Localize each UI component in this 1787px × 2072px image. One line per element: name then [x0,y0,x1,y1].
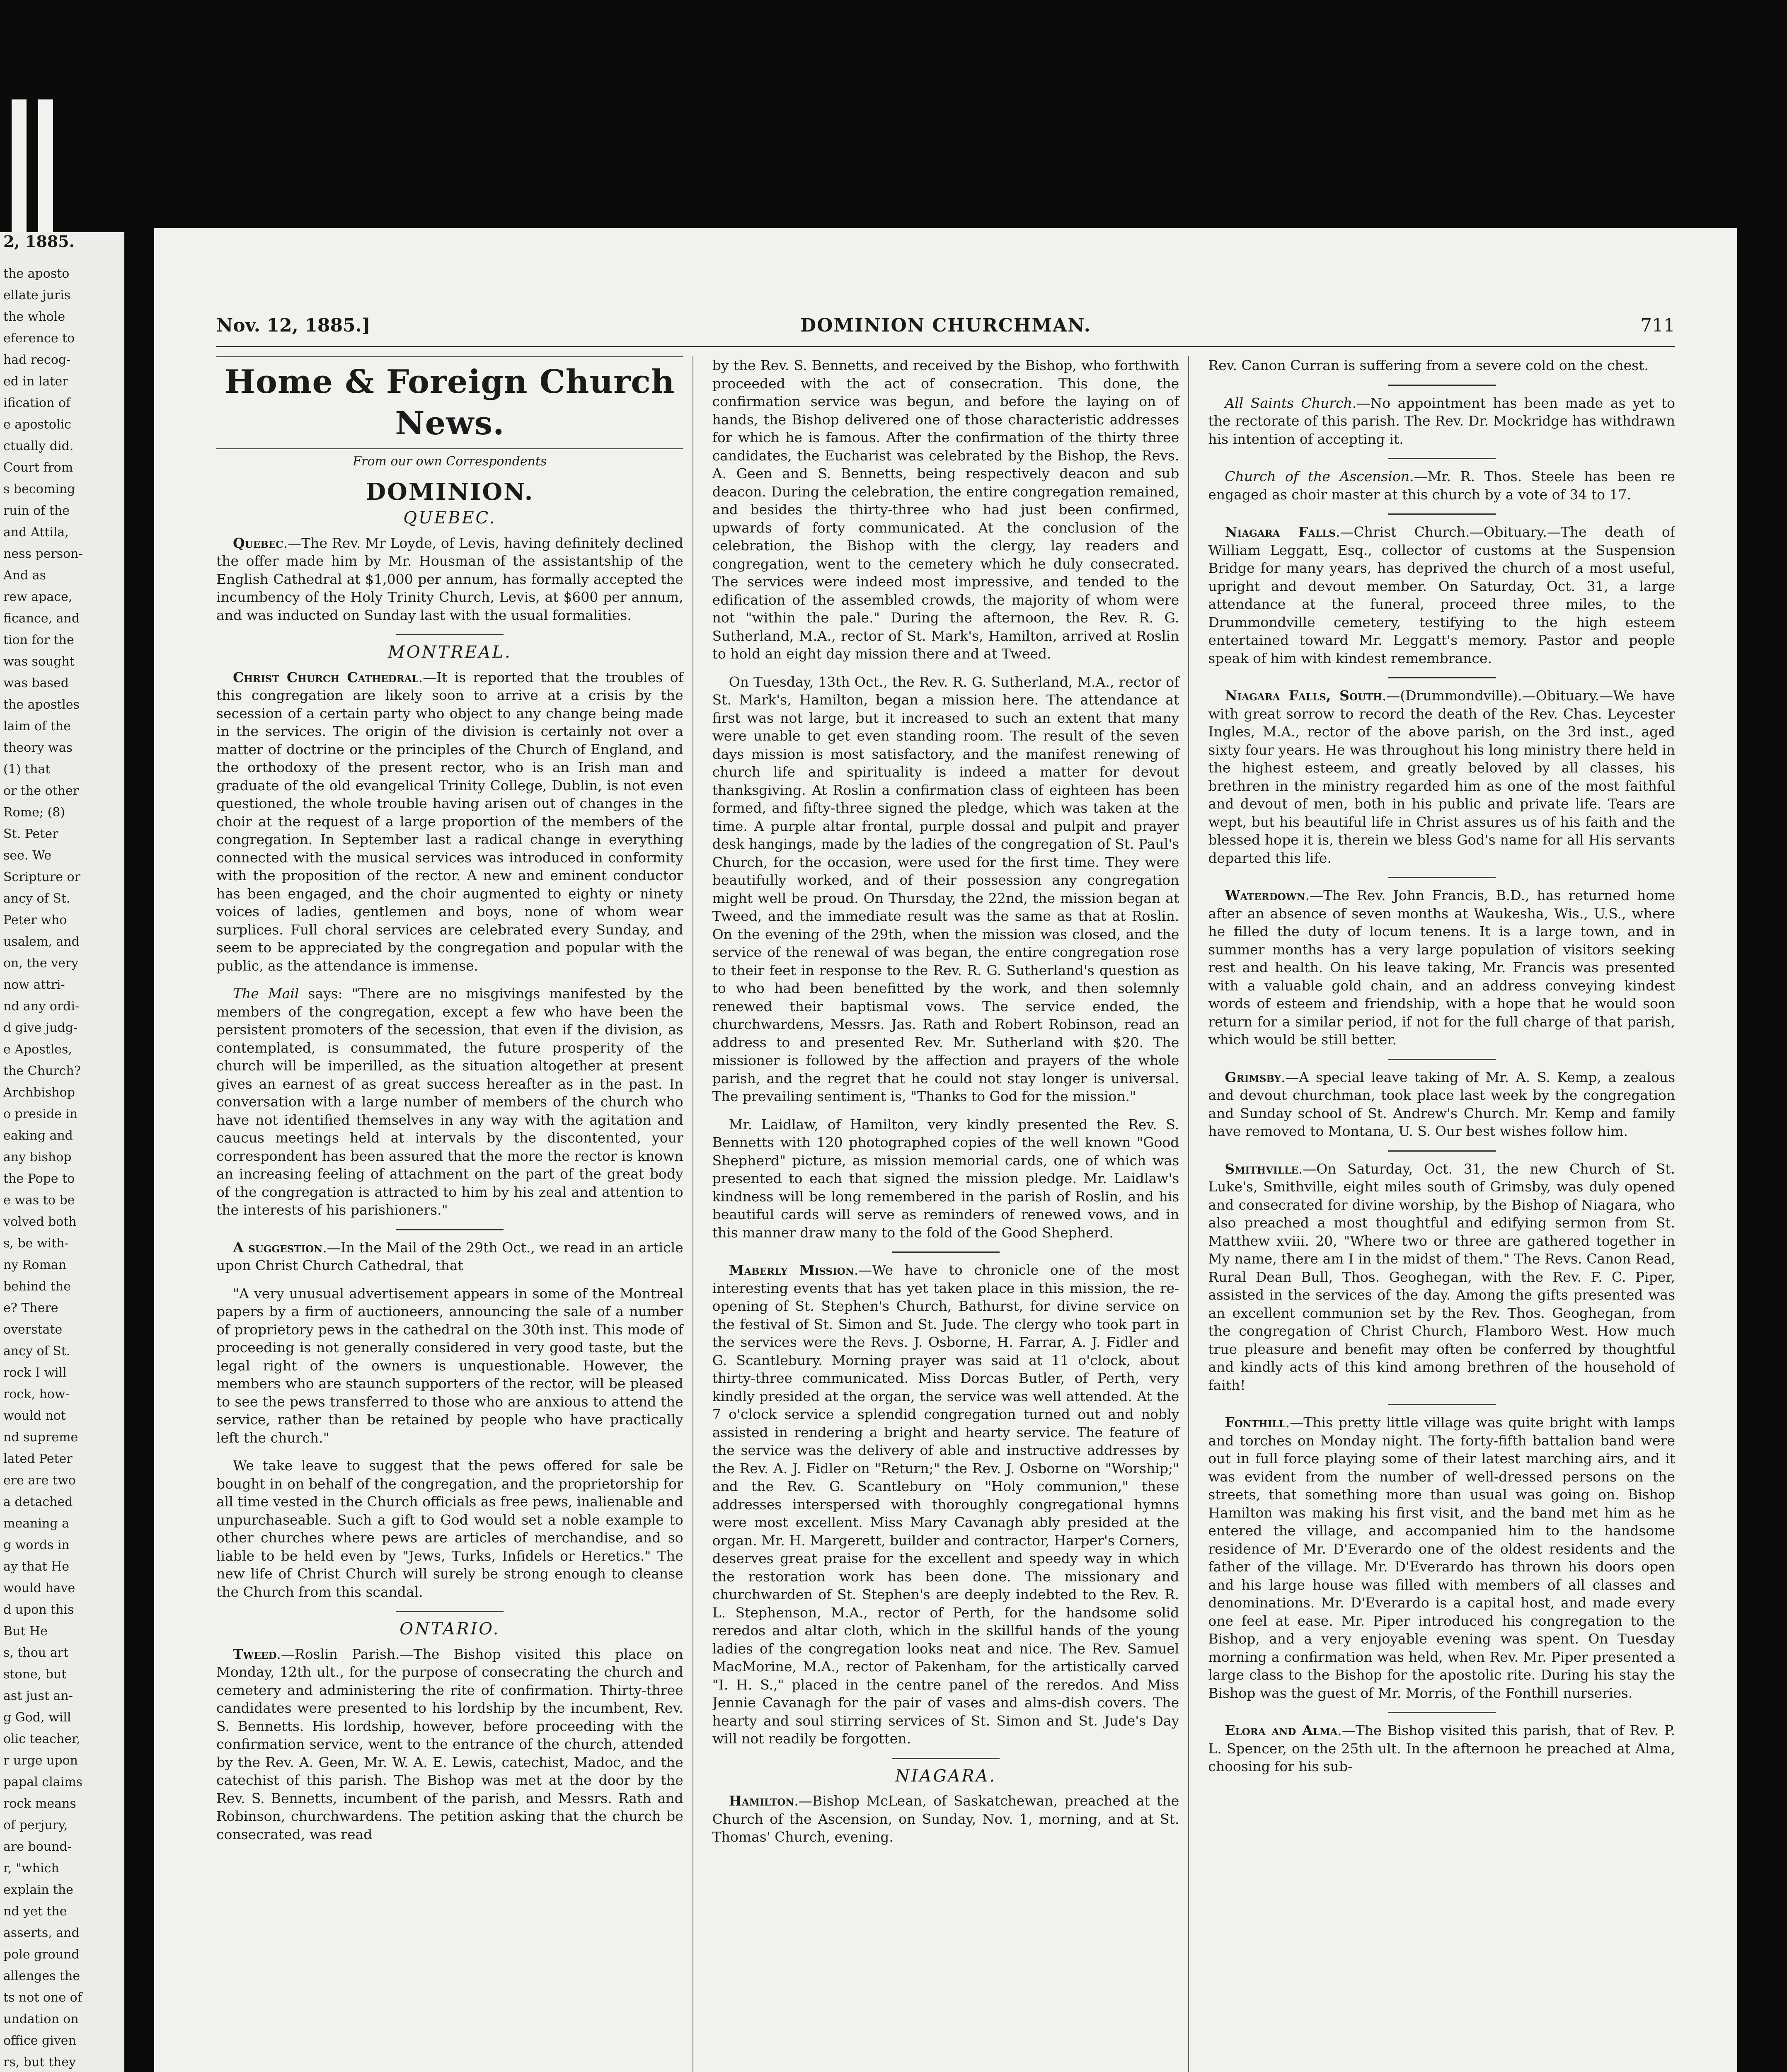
adjacent-page-line: But He [3,1624,48,1639]
text-ascension: .—Mr. R. Thos. Steele has been re engaged as choir master at this church by a vote of 34 to 17. [1208,468,1675,503]
adjacent-page-line: e apostolic [3,417,71,432]
adjacent-page-line: eference to [3,331,75,346]
adjacent-page-line: the Pope to [3,1172,75,1186]
divider [1388,385,1496,386]
adjacent-page-line: on, the very [3,956,79,971]
adjacent-page-line: e? There [3,1301,58,1315]
adjacent-page-line: laim of the [3,719,71,733]
text-niagara-falls-south: .—(Drummondville).—Obituary.—We have with great sorrow to record the death of the Rev. Chas. Leycester Ingles, M.A., rector of the above parish, on the 3rd inst., aged sixty four years. He was throughout his long ministry there held in the highest esteem, and greatly beloved by all classes, his brethren in the ministry regarded him as one of the most faithful and devout of men, both in his public and private life. Tears are wept, but his beautiful life in Christ assures us of his faith and the blessed hope it is, therein we bless God's name for all His servants departed this life. [1208,687,1676,866]
adjacent-page-line: the apostles [3,697,80,712]
adjacent-page-line: meaning a [3,1516,69,1531]
heading-ontario: ONTARIO. [400,1619,500,1639]
lead-christ-church: Christ Church Cathedral [233,669,419,685]
adjacent-page-line: ness person- [3,547,83,561]
adjacent-page-line: nd any ordi- [3,999,80,1014]
lead-suggestion: A suggestion [233,1239,323,1256]
adjacent-page-line: g words in [3,1538,70,1552]
adjacent-page-line: Rome; (8) [3,805,65,820]
article-elora-alma [1208,1721,1675,1776]
adjacent-page-line: (1) that [3,762,51,777]
adjacent-page-date: 2, 1885. [3,232,75,251]
issue-date: Nov. 12, 1885.] [216,315,370,336]
adjacent-page-line: papal claims [3,1775,83,1789]
adjacent-page-line: and Attila, [3,525,69,540]
adjacent-page-line: Scripture or [3,870,80,884]
text-quebec: .—The Rev. Mr Loyde, of Levis, having definitely declined the offer made him by Mr. Housman of the assistantship of the English Cathedral at $1,000 per annum, has formally accepted the incumbency of the Holy Trinity Church, Levis, at $600 per annum, and was inducted on Sunday last with the usual formalities. [216,535,683,623]
lead-tweed: Tweed [233,1646,277,1662]
lead-waterdown: Waterdown [1225,887,1305,903]
text-niagara-falls: .—Christ Church.—Obituary.—The death of William Leggatt, Esq., collector of customs at the Suspension Bridge for many years, has deprived the church of a most useful, upright and devout member. On Saturday, Oct. 31, a large attendance at the funeral, proceed three miles, to the Drummondville cemetery, testifying to the high esteem entertained toward Mr. Leggatt's memory. Pastor and people speak of him with kindest remembrance. [1208,524,1676,666]
text-fonthill: .—This pretty little village was quite bright with lamps and torches on Monday night. The forty-fifth battalion band were out in full force playing some of their latest marching airs, and it was evident from the number of well-dressed persons on the streets, that something more than usual was going on. Bishop Hamilton was making his first visit, and the band met him as he entered the village, and accompanied him to the handsome residence of Mr. D'Everardo one of the oldest residents and the father of the village. Mr. D'Everardo has thrown his doors open and his large house was filled with members of all classes and denominations. Mr. D'Everardo is a capital host, and made every one feel at ease. Mr. Piper introduced his congregation to the Bishop, and a very enjoyable evening was spent. On Tuesday morning a confirmation was held, when Rev. Mr. Piper presented a large class to the Bishop for the apostolic rite. During his stay the Bishop was the guest of Mr. Morris, of the Fonthill nurseries. [1208,1414,1676,1701]
adjacent-page-line: or the other [3,784,79,798]
adjacent-page-line: ancy of St. [3,1344,70,1358]
adjacent-page-line: the aposto [3,266,70,281]
adjacent-page-line: s becoming [3,482,75,496]
adjacent-page-line: g God, will [3,1710,71,1725]
adjacent-page-line: asserts, and [3,1926,80,1940]
adjacent-page-line: stone, but [3,1667,67,1682]
article-grimsby [1208,1068,1675,1140]
adjacent-page-line: was sought [3,654,75,669]
adjacent-page-line: pole ground [3,1947,80,1962]
article-suggestion [216,1239,683,1275]
heading-niagara: NIAGARA. [895,1766,997,1786]
lead-maberly: Maberly Mission [729,1262,854,1278]
adjacent-page-line: And as [3,568,46,583]
text-smithville: .—On Saturday, Oct. 31, the new Church of St. Luke's, Smithville, eight miles south of Grimsby, was duly opened and consecrated for divine worship, by the Bishop of Niagara, who also preached a most thoughtful and edifying sermon from St. Matthew xviii. 20, "Where two or three are gathered together in My name, there am I in the midst of them." The Revs. Canon Read, Rural Dean Bull, Thos. Geoghegan, with the Rev. F. C. Piper, assisted in the services of the day. Among the gifts presented was an excellent communion set by the Rev. Thos. Geoghegan, from the congregation of Christ Church, Flamboro West. How much true pleasure and benefit may often be conferred by thoughtful and kindly acts of this kind among brethren of the household of faith! [1208,1160,1676,1393]
lead-quebec: Quebec [233,535,283,551]
lead-grimsby: Grimsby [1225,1069,1281,1085]
adjacent-page-line: o preside in [3,1107,78,1121]
column-2 [712,356,1189,2072]
text-grimsby: .—A special leave taking of Mr. A. S. Kemp, a zealous and devout churchman, took place last week by the congregation and Sunday school of St. Andrew's Church. Mr. Kemp and family have removed to Montana, U. S. Our best wishes follow him. [1208,1069,1676,1139]
adjacent-page-line: overstate [3,1322,63,1337]
divider [396,1229,504,1230]
adjacent-page-line: would not [3,1409,66,1423]
adjacent-page-line: ere are two [3,1473,76,1488]
adjacent-page-line: usalem, and [3,934,80,949]
adjacent-page-line: r urge upon [3,1753,78,1768]
adjacent-page-line: e was to be [3,1193,75,1208]
header-rule [216,346,1675,347]
lead-mail: The Mail [233,985,299,1002]
adjacent-page-line: rock, how- [3,1387,70,1402]
tweed-mission: On Tuesday, 13th Oct., the Rev. R. G. Sutherland, M.A., rector of St. Mark's, Hamilton, began a mission here. The attendance at first was not large, but it increased to such an extent that many were unable to get even standing room. The result of the seven days mission is most satisfactory, and the manifest renewing of church life and spirituality is indeed a matter for devout thanksgiving. At Roslin a confirmation class of eighteen has been formed, and fifty-three signed the pledge, which was taken at the time. A purple altar frontal, purple dossal and pulpit and prayer desk hangings, made by the ladies of the congregation of St. Paul's Church, for the occasion, were used for the first time. They were beautifully worked, and of their possession any congregation might well be proud. On Thursday, the 22nd, the mission began at Tweed, and the immediate result was the same as that at Roslin. On the evening of the 29th, when the mission was closed, and the service of the renewal of was began, the entire congregation rose to their feet in response to the Rev. R. G. Sutherland's question as to who had been benefitted by the work, and then solemnly renewed their baptismal vows. The service ended, the churchwardens, Messrs. Jas. Rath and Robert Robinson, read an address to and presented Rev. Mr. Sutherland with $20. The missioner is followed by the affection and prayers of the whole parish, and the regret that he could not stay longer is universal. The prevailing sentiment is, "Thanks to God for the mission." [712,673,1179,1104]
adjacent-page-line: tion for the [3,633,74,647]
adjacent-page-fragment [0,232,124,2072]
newspaper-page [154,228,1737,2072]
adjacent-page-line: Peter who [3,913,67,927]
adjacent-page-line: would have [3,1581,75,1595]
adjacent-page-line: the Church? [3,1064,81,1078]
hamilton-continued: Rev. Canon Curran is suffering from a severe cold on the chest. [1208,357,1649,373]
article-hamilton [712,1792,1179,1846]
lead-ascension: Church of the Ascension [1225,468,1410,484]
divider [1388,458,1496,459]
article-all-saints [1208,394,1675,448]
adjacent-page-line: rs, but they [3,2055,76,2070]
lead-niagara-falls-south: Niagara Falls, South [1225,687,1382,704]
masthead-subtitle: From our own Correspondents [353,454,547,469]
text-suggestion: .—In the Mail of the 29th Oct., we read in an article upon Christ Church Cathedral, that [216,1239,683,1273]
masthead-title: Home & Foreign Church News. [216,356,683,449]
text-christ-church: .—It is reported that the troubles of this congregation are likely soon to arrive at a crisis by the secession of a certain party who object to any change being made in the services. The origin of the division is certainly not over a matter of doctrine or the principles of the Church of England, and the orthodoxy of the present rector, who is an Irish man and graduate of the old evangelical Trinity College, Dublin, is not even questioned, the whole trouble having arisen out of changes in the choir at the request of a large proportion of the members of the congregation. In September last a radical change in everything connected with the musical services was introduced in conformity with the proposition of the rector. A new and eminent conductor has been engaged, and the choir augmented to eighty or ninety voices of ladies, gentlemen and boys, none of whom wear surplices. Full choral services are celebrated every Sunday, and seem to be appreciated by the congregation and popular with the public, as the attendance is immense. [216,669,683,974]
adjacent-page-line: ed in later [3,374,68,389]
adjacent-page-line: see. We [3,848,52,863]
adjacent-page-line: allenges the [3,1969,80,1983]
adjacent-page-line: are bound- [3,1840,72,1854]
adjacent-page-line: theory was [3,741,73,755]
divider [892,1251,1000,1253]
divider [396,1611,504,1612]
adjacent-page-line: s, thou art [3,1646,69,1660]
divider [892,1758,1000,1759]
adjacent-page-line: had recog- [3,353,71,367]
divider [1388,1404,1496,1405]
adjacent-page-line: any bishop [3,1150,72,1164]
adjacent-page-line: ay that He [3,1559,70,1574]
adjacent-page-line: ctually did. [3,439,74,453]
adjacent-page-line: olic teacher, [3,1732,80,1746]
divider [1388,677,1496,678]
lead-all-saints: All Saints Church [1225,395,1352,411]
suggestion-quote: "A very unusual advertisement appears in some of the Montreal papers by a firm of auctioneers, announcing the sale of a number of proprietory pews in the cathedral on the 30th inst. This mode of proceeding is not generally considered in very good taste, but the legal right of the owners is unquestionable. However, the members who are staunch supporters of the rector, will be pleased to see the pews transferred to those who are anxious to attend the service, rather than be retained by people who have practically left the church." [216,1285,683,1446]
adjacent-page-line: the whole [3,310,65,324]
adjacent-page-text [0,263,124,2072]
divider [1388,877,1496,878]
text-hamilton: .—Bishop McLean, of Saskatchewan, preached at the Church of the Ascension, on Sunday, Nov. 1, morning, and at St. Thomas' Church, evening. [712,1793,1179,1845]
adjacent-page-line: Archbishop [3,1085,75,1100]
adjacent-page-line: ellate juris [3,288,71,303]
paper-title: DOMINION CHURCHMAN. [800,315,1092,336]
columns [216,356,1675,2072]
article-niagara-falls-south [1208,687,1675,867]
adjacent-page-line: Court from [3,460,73,475]
adjacent-page-line: now attri- [3,978,65,992]
heading-dominion: DOMINION. [366,478,534,506]
article-christ-church [216,668,683,975]
article-niagara-falls [1208,523,1675,667]
section-masthead [216,356,683,471]
adjacent-page-line: of perjury, [3,1818,68,1832]
divider [1388,1712,1496,1713]
divider [1388,513,1496,515]
adjacent-page-line: ts not one of [3,1990,82,2005]
suggestion-reply: We take leave to suggest that the pews offered for sale be bought in on behalf of the congregation, and the proprietorship for all time vested in the Church officials as free pews, inalienable and unpurchaseable. Such a gift to God would set a noble example to other churches where pews are articles of merchandise, and so liable to be held even by "Jews, Turks, Infidels or Heretics." The new life of Christ Church will surely be strong enough to cleanse the Church from this scandal. [216,1457,683,1600]
lead-fonthill: Fonthill [1225,1414,1286,1431]
adjacent-page-line: lated Peter [3,1452,73,1466]
tweed-laidlaw: Mr. Laidlaw, of Hamilton, very kindly presented the Rev. S. Bennetts with 120 photographed copies of the well known "Good Shepherd" picture, as mission memorial cards, one of which was presented to each that signed the mission pledge. Mr. Laidlaw's kindness will be long remembered in the parish of Roslin, and his beautiful cards will serve as reminders of renewed vows, and in this manner draw many to the fold of the Good Shepherd. [712,1116,1179,1241]
adjacent-page-line: ast just an- [3,1689,73,1703]
heading-quebec: QUEBEC. [403,508,496,528]
adjacent-page-line: rock means [3,1796,76,1811]
tweed-continued: by the Rev. S. Bennetts, and received by the Bishop, who forthwith proceeded with the act of consecration. This done, the confirmation service was begun, and before the laying on of hands, the Bishop delivered one of those characteristic addresses for which he is famous. After the confirmation of the thirty three candidates, the Eucharist was celebrated by the Bishop, the Revs. A. Geen and S. Bennetts, being respectively deacon and sub deacon. During the celebration, the entire congregation remained, and besides the thirty-three who had just been confirmed, upwards of forty communicated. At the conclusion of the celebration, the Bishop with the clergy, lay readers and congregation, went to the cemetery which he duly consecrated. The services were indeed most impressive, and tended to the edification of the assembled crowds, the majority of whom were not "within the pale." During the afternoon, the Rev. R. G. Sutherland, M.A., rector of St. Mark's, Hamilton, arrived at Roslin to hold an eight day mission there and at Tweed. [712,357,1179,662]
lead-elora-alma: Elora and Alma [1225,1722,1338,1738]
adjacent-page-line: s, be with- [3,1236,69,1251]
adjacent-page-line: ruin of the [3,503,70,518]
adjacent-page-line: St. Peter [3,827,58,841]
adjacent-page-line: d give judg- [3,1021,77,1035]
divider [1388,1150,1496,1152]
adjacent-page-line: eaking and [3,1128,73,1143]
lead-smithville: Smithville [1225,1160,1298,1177]
adjacent-page-line: rew apace, [3,590,73,604]
adjacent-page-line: nd yet the [3,1904,67,1919]
adjacent-page-line: ancy of St. [3,891,70,906]
text-all-saints: .—No appointment has been made as yet to the rectorate of this parish. The Rev. Dr. Mockridge has withdrawn his intention of accepting it. [1208,395,1676,447]
heading-montreal: MONTREAL. [387,643,512,662]
adjacent-page-line: d upon this [3,1602,74,1617]
article-ascension [1208,467,1675,503]
adjacent-page-line: e Apostles, [3,1042,72,1057]
text-elora-alma: .—The Bishop visited this parish, that of Rev. P. L. Spencer, on the 25th ult. In the afternoon he preached at Alma, choosing for his sub- [1208,1722,1676,1774]
adjacent-page-line: explain the [3,1883,73,1897]
adjacent-page-line: nd supreme [3,1430,78,1445]
adjacent-page-line: rock I will [3,1365,67,1380]
adjacent-page-line: was based [3,676,69,690]
adjacent-page-line: office given [3,2033,76,2048]
page-number: 711 [1640,315,1675,336]
article-maberly [712,1261,1179,1748]
adjacent-page-line: r, "which [3,1861,59,1876]
running-head [216,315,1675,340]
adjacent-page-line: ficance, and [3,611,80,626]
article-fonthill [1208,1414,1675,1702]
article-smithville [1208,1160,1675,1394]
column-3 [1208,356,1675,2072]
column-1 [216,356,693,2072]
lead-niagara-falls: Niagara Falls [1225,524,1336,540]
adjacent-page-line: ny Roman [3,1258,67,1272]
adjacent-page-line: undation on [3,2012,79,2026]
adjacent-page-line: ification of [3,396,71,410]
lead-hamilton: Hamilton [729,1793,794,1809]
divider [1388,1059,1496,1060]
article-tweed [216,1645,683,1844]
adjacent-page-line: a detached [3,1495,73,1509]
article-quebec [216,534,683,625]
text-tweed: .—Roslin Parish.—The Bishop visited this place on Monday, 12th ult., for the purpose of consecrating the church and cemetery and administering the rite of confirmation. Thirty-three candidates were presented to his lordship by the incumbent, Rev. S. Bennetts. His lordship, however, before proceeding with the confirmation service, went to the entrance of the church, attended by the Rev. A. Geen, Mr. W. A. E. Lewis, catechist, Madoc, and the catechist of this parish. The Bishop was met at the door by the Rev. S. Bennetts, incumbent of the parish, and Messrs. Rath and Robinson, churchwardens. The petition asking that the church be consecrated, was read [216,1646,683,1842]
text-waterdown: .—The Rev. John Francis, B.D., has returned home after an absence of seven months at Waukesha, Wis., U.S., where he filled the duty of locum tenens. It is a large town, and in summer months has a very large population of visitors seeking rest and health. On his leave taking, Mr. Francis was presented with a valuable gold chain, and an address conveying kindest words of esteem and friendship, with a hope that he would soon return for a similar period, if not for the full charge of that parish, which would be still better. [1208,887,1676,1048]
article-waterdown [1208,886,1675,1049]
adjacent-page-line: behind the [3,1279,71,1294]
text-mail: says: "There are no misgivings manifested by the members of the congregation, except a few who have been the persistent promoters of the secession, that even if the division, as contemplated, is consummated, the future prosperity of the church will be imperilled, as the situation altogether at present gives an earnest of as great success hereafter as in the past. In conversation with a large number of members of the church who have not identified themselves in any way with the agitation and caucus meetings held at intervals by the discontented, your correspondent has been assured that the more the rector is known an increasing feeling of attachment on the part of the great body of the congregation is attracted to him by his zeal and attention to the interests of his parishioners." [216,985,683,1218]
text-maberly: .—We have to chronicle one of the most interesting events that has yet taken place in this mission, the re-opening of St. Stephen's Church, Bathurst, for divine service on the festival of St. Simon and St. Jude. The clergy who took part in the services were the Revs. J. Osborne, H. Farrar, A. J. Fidler and G. Scantlebury. Morning prayer was said at 11 o'clock, about thirty-three communicated. Miss Dorcas Butler, of Perth, very kindly presided at the organ, the service was well attended. At the 7 o'clock service a splendid congregation turned out and nobly assisted in rendering a bright and hearty service. The feature of the service was the delivery of able and instructive addresses by the Rev. A. J. Fidler on "Return;" the Rev. J. Osborne on "Worship;" and the Rev. G. Scantlebury on "Holy communion," these addresses interspersed with thoroughly congregational hymns were most excellent. Miss Mary Cavanagh ably presided at the organ. Mr. H. Margerett, builder and contractor, Harper's Corners, deserves great praise for the excellent and speedy way in which the restoration work has been done. The missionary and churchwarden of St. Stephen's are deeply indebted to the Rev. R. L. Stephenson, M.A., rector of Perth, for the handsome solid reredos and altar cloth, which in the skillful hands of the young ladies of the congregation looks neat and nice. The Rev. Samuel MacMorine, M.A., rector of Pakenham, for the artistically carved "I. H. S.," placed in the centre panel of the reredos. And Miss Jennie Cavanagh for the pair of vases and alms-dish covers. The hearty and soul stirring services of St. Simon and St. Jude's Day will not readily be forgotten. [712,1262,1179,1747]
divider [396,634,504,635]
article-mail-quote [216,985,683,1219]
adjacent-page-line: volved both [3,1215,77,1229]
